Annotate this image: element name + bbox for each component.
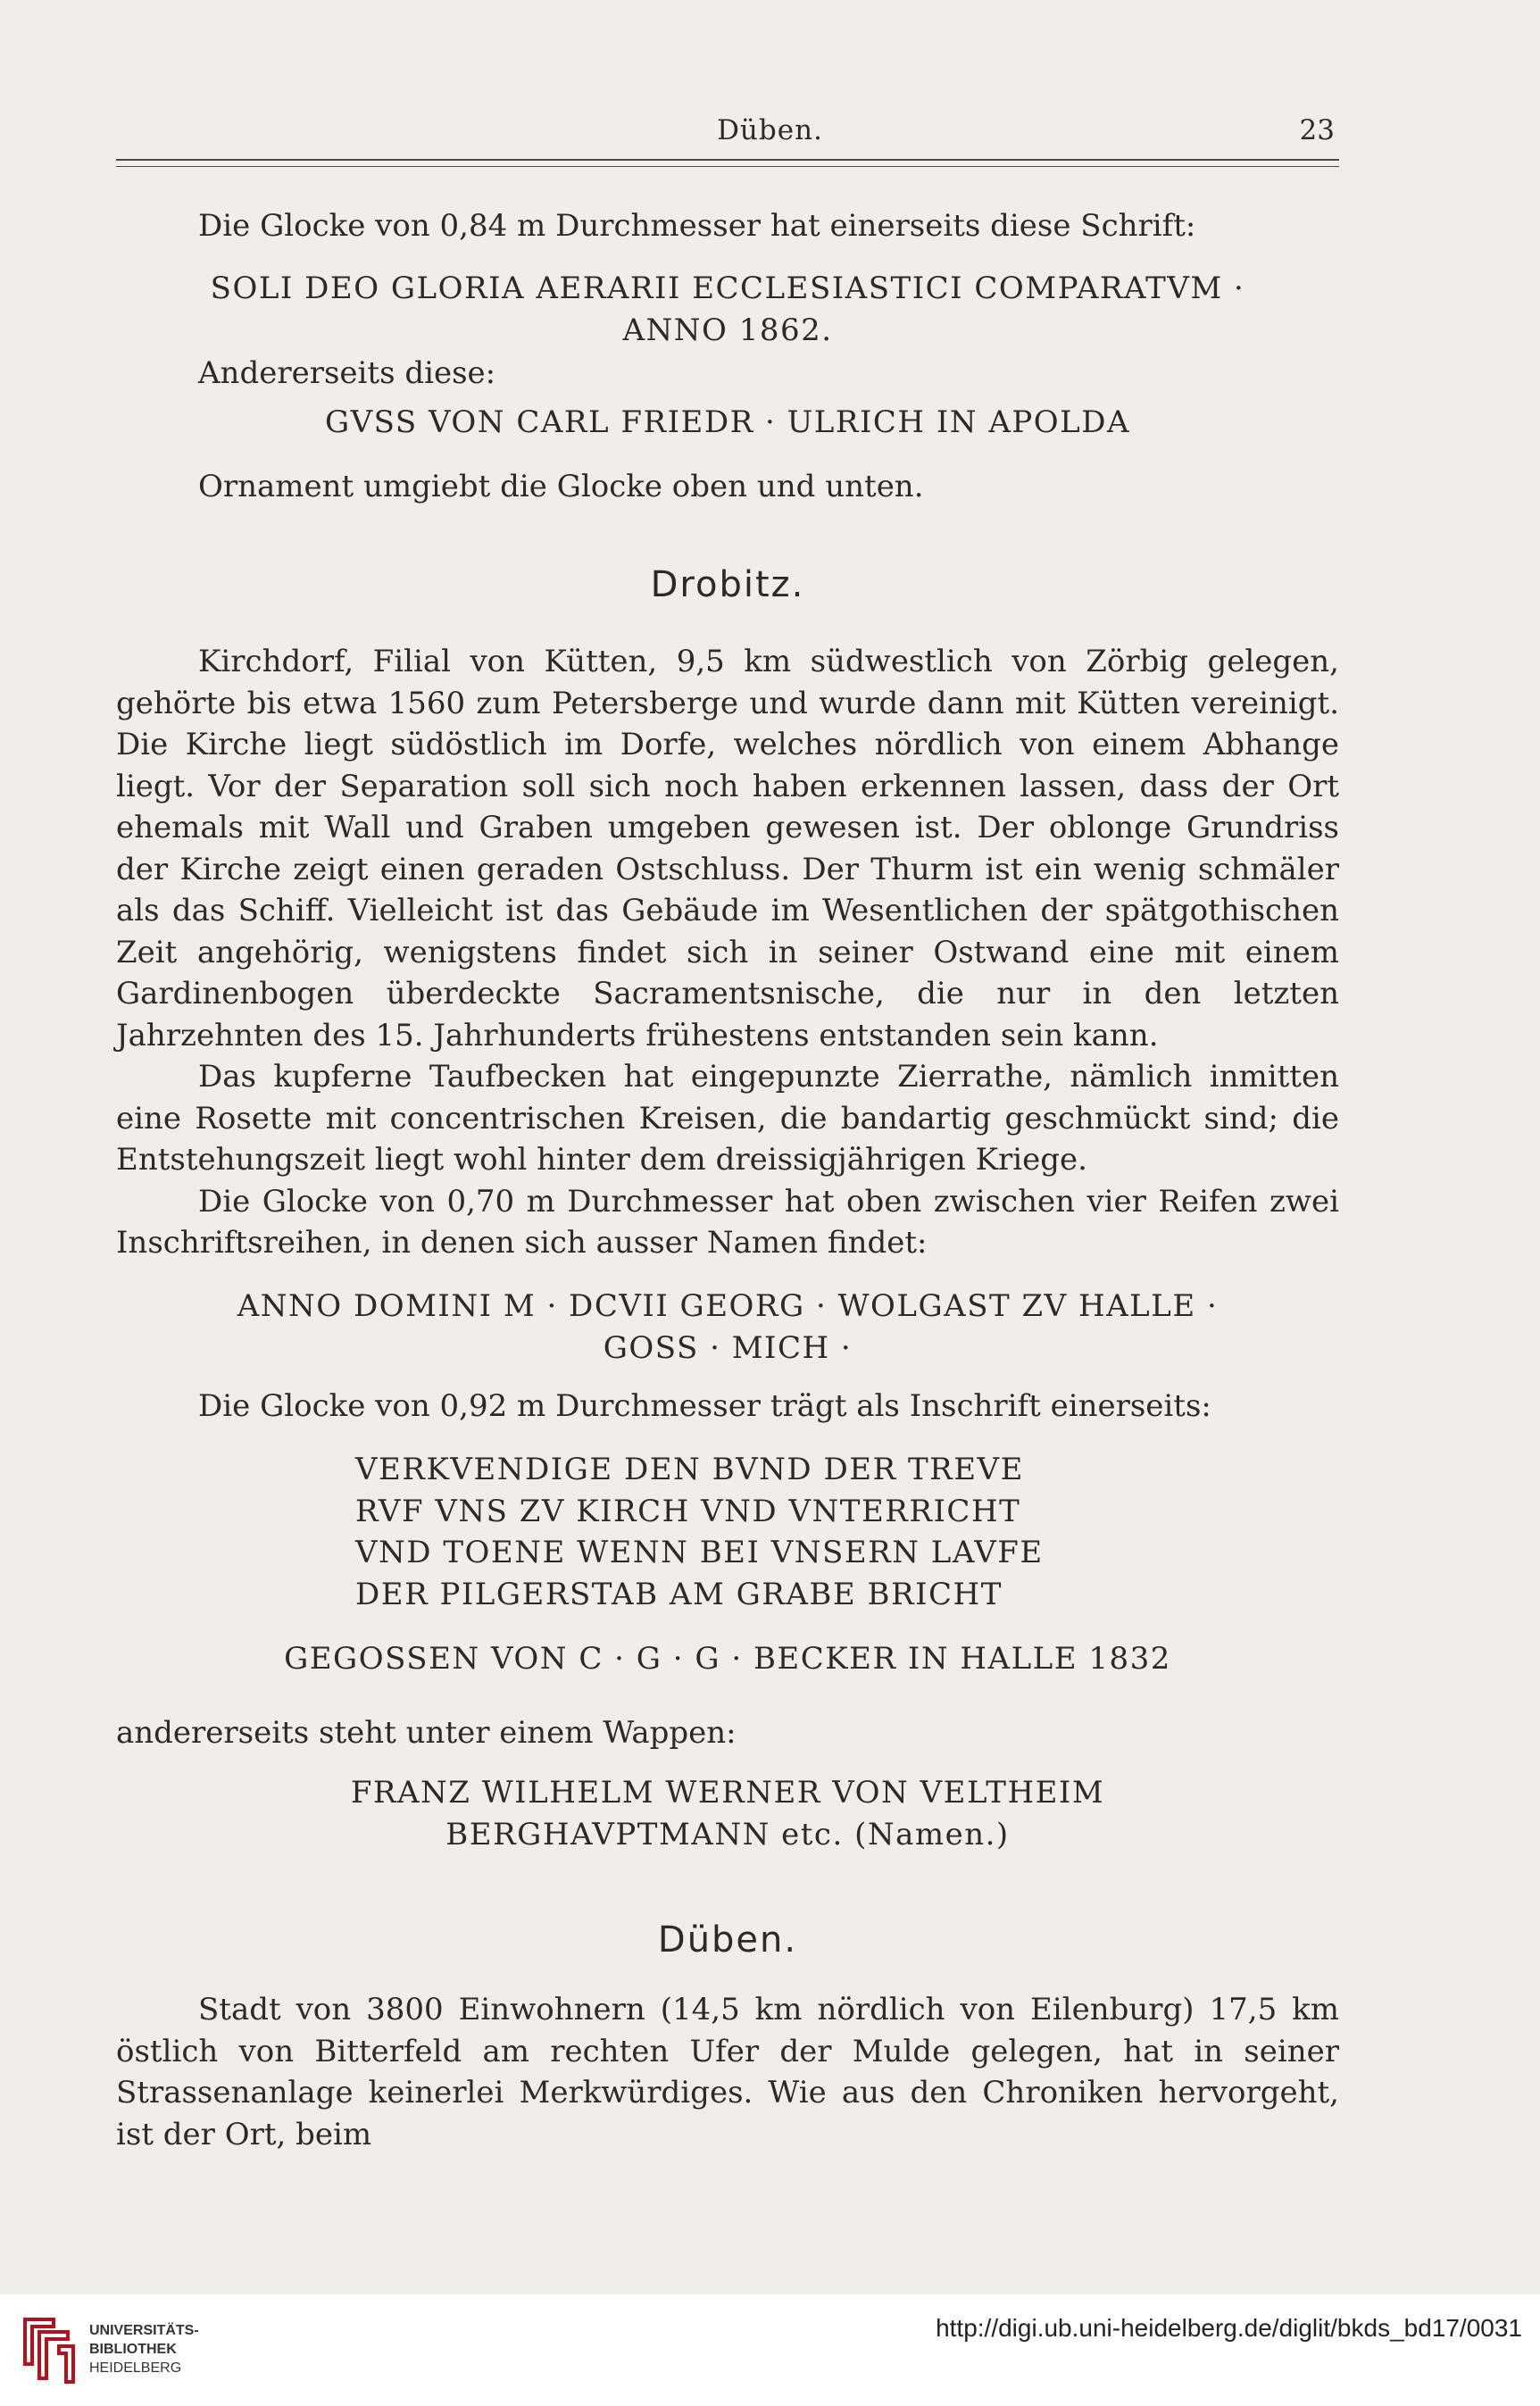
library-name-line: UNIVERSITÄTS- [89, 2323, 199, 2338]
header-rule [116, 159, 1339, 161]
paragraph: Die Glocke von 0,84 m Durchmesser hat einerseits diese Schrift: [198, 208, 1196, 244]
library-name [89, 2321, 199, 2377]
inscription-line: ANNO DOMINI M · DCVII GEORG · WOLGAST ZV HALLE · [237, 1288, 1219, 1324]
library-name-line: HEIDELBERG [89, 2360, 182, 2376]
drobitz-text [116, 641, 1339, 1264]
verse-line: VERKVENDIGE DEN BVND DER TREVE [355, 1452, 1024, 1487]
paragraph: Die Glocke von 0,92 m Durchmesser trägt als Inschrift einerseits: [198, 1388, 1211, 1424]
section-heading: Düben. [657, 1919, 798, 1961]
inscription-line: GVSS VON CARL FRIEDR · ULRICH IN APOLDA [324, 404, 1131, 440]
inscription-line: ANNO 1862. [622, 312, 833, 348]
arms-inscription [116, 1772, 1339, 1855]
paragraph: Ornament umgiebt die Glocke oben und unten. [198, 469, 924, 504]
paragraph: andererseits steht unter einem Wappen: [116, 1715, 737, 1751]
page-number: 23 [1299, 114, 1335, 146]
verse-line: VND TOENE WENN BEI VNSERN LAVFE [355, 1535, 1044, 1570]
founder-inscription: GEGOSSEN VON C · G · G · BECKER IN HALLE 1832 [284, 1641, 1171, 1677]
verse-line: DER PILGERSTAB AM GRABE BRICHT [355, 1576, 1003, 1612]
bell-section-top [116, 205, 1339, 247]
paragraph: Kirchdorf, Filial von Kütten, 9,5 km südwestlich von Zörbig gelegen, gehörte bis etwa 1560 zum Petersberge und wurde dann mit Kütten vereinigt. Die Kirche liegt südöstlich im Dorfe, welches nördlich von einem Abhange liegt. Vor der Separation soll sich noch haben erkennen lassen, dass der Ort ehemals mit Wall und Graben umgeben gewesen ist. Der oblonge Grundriss der Kirche zeigt einen geraden Ostschluss. Der Thurm ist ein wenig schmäler als das Schiff. Vielleicht ist das Gebäude im Wesentlichen der spätgothischen Zeit angehörig, wenigstens findet sich in seiner Ostwand eine mit einem Gardinenbogen überdeckte Sacramentsnische, die nur in den letzten Jahrzehnten des 15. Jahrhunderts frühestens entstanden sein kann. [116, 644, 1339, 1053]
running-title: Düben. [717, 114, 823, 146]
section-drobitz-heading [116, 564, 1339, 606]
running-head [0, 114, 1540, 159]
paragraph: Die Glocke von 0,70 m Durchmesser hat oben zwischen vier Reifen zwei Inschriftsreihen, in denen sich ausser Namen findet: [116, 1183, 1339, 1261]
paragraph-block [116, 353, 1339, 395]
verse-block [355, 1449, 1159, 1615]
library-name-line: BIBLIOTHEK [89, 2342, 177, 2357]
inscription-line: GOSS · MICH · [603, 1329, 853, 1366]
dueben-text [116, 1989, 1339, 2155]
verse-line: RVF VNS ZV KIRCH VND VNTERRICHT [355, 1493, 1021, 1529]
viewer-footer [0, 2294, 1540, 2406]
paragraph: Stadt von 3800 Einwohnern (14,5 km nördlich von Eilenburg) 17,5 km östlich von Bitterfeld am rechten Ufer der Mulde gelegen, hat in seiner Strassenanlage keinerlei Merkwürdiges. Wie aus den Chroniken hervorgeht, ist der Ort, beim [116, 1992, 1339, 2152]
section-heading: Drobitz. [650, 564, 805, 605]
paragraph: Andererseits diese: [198, 355, 496, 391]
inscription-block [116, 268, 1339, 351]
inscription-block [116, 1286, 1339, 1369]
section-dueben-heading [116, 1919, 1339, 1961]
permalink-url[interactable]: http://digi.ub.uni-heidelberg.de/diglit/bkds_bd17/0031 [936, 2314, 1522, 2342]
inscription-line: SOLI DEO GLORIA AERARII ECCLESIASTICI COMPARATVM · [210, 271, 1245, 306]
paragraph-block [116, 1712, 1339, 1754]
paragraph-block [116, 1386, 1339, 1428]
inscription-block [116, 1638, 1339, 1680]
inscription-line: FRANZ WILHELM WERNER VON VELTHEIM [350, 1775, 1105, 1811]
header-rule-thin [116, 166, 1339, 167]
paragraph-block [116, 466, 1339, 508]
library-logo-icon [18, 2310, 80, 2387]
inscription-block [116, 402, 1339, 444]
inscription-line: BERGHAVPTMANN etc. (Namen.) [445, 1816, 1010, 1852]
paragraph: Das kupferne Taufbecken hat eingepunzte Zierrathe, nämlich inmitten eine Rosette mit concentrischen Kreisen, die bandartig geschmückt sind; die Entstehungszeit liegt wohl hinter dem dreissigjährigen Kriege. [116, 1059, 1339, 1178]
